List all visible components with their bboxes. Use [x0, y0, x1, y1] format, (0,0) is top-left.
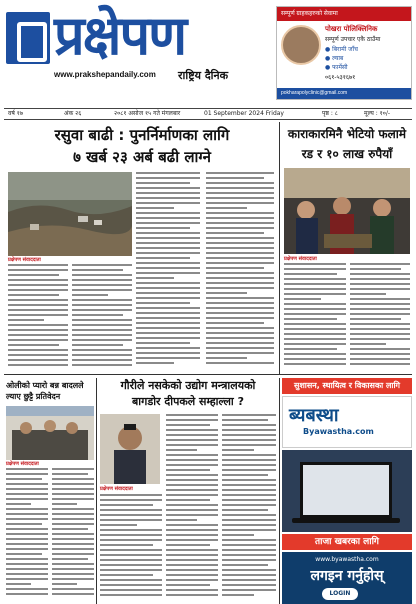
- masthead: [0, 0, 416, 108]
- right-story-column-2: [350, 263, 410, 369]
- bottom-story-photo: [100, 414, 160, 484]
- ad-news-tagline: ताजा खबरका लागि: [282, 534, 412, 550]
- lead-headline[interactable]: रसुवा बाढी : पुनर्निर्माणका लागि: [54, 126, 230, 144]
- ad-login-block: [282, 552, 412, 604]
- issue-date-nepali: २०८१ असोज १५ गते मंगलबार: [114, 110, 181, 117]
- ad-brand-domain: Byawastha.com: [303, 427, 374, 436]
- polyclinic-advertisement[interactable]: [276, 6, 412, 100]
- ad-login-button[interactable]: LOGIN: [322, 588, 358, 600]
- section-divider: [4, 374, 412, 375]
- laptop-icon: [300, 462, 392, 518]
- bottom-story-column-1: [166, 414, 218, 600]
- ad-email: pokharapolyclinic@gmail.com: [277, 88, 411, 99]
- newspaper-tagline: राष्ट्रिय दैनिक: [178, 69, 229, 82]
- box-story-photo: [6, 406, 94, 460]
- issue-date-english: 01 September 2024 Friday: [204, 110, 284, 117]
- right-story-byline: प्रक्षेपण संवाददाता: [284, 256, 317, 262]
- newspaper-title: प्रक्षेपण: [54, 4, 186, 67]
- ad-phone: ०६१-५३१६७१: [325, 74, 356, 81]
- ad-service-item: ● फार्मेसी: [325, 64, 348, 71]
- ad-laptop-visual: [282, 450, 412, 532]
- ad-services: [325, 45, 358, 72]
- right-story-headline[interactable]: काराकारमिनै भेटियो फलामे: [287, 127, 407, 141]
- newspaper-url[interactable]: www.prakshepandaily.com: [54, 70, 156, 79]
- right-story-headline-line2[interactable]: रड र १० लाख रुपैयाँ: [301, 147, 393, 161]
- ad-service-item: ● बिरामी जाँच: [325, 46, 358, 53]
- bottom-story-column-2: [222, 414, 276, 600]
- bottom-story-byline: प्रक्षेपण संवाददाता: [100, 486, 133, 492]
- lead-byline: प्रक्षेपण संवाददाता: [8, 257, 41, 263]
- box-story-column-1: [6, 468, 48, 600]
- lead-story-column-3: [136, 172, 200, 368]
- issue-number: अंक २६: [64, 110, 82, 117]
- column-divider: [279, 378, 280, 604]
- ad-login-text: लगइन गर्नुहोस्: [310, 568, 384, 584]
- byawastha-advertisement[interactable]: [282, 378, 412, 604]
- ad-brand-block: [282, 396, 412, 448]
- doctor-photo: [281, 25, 321, 65]
- bottom-story-column-3: [100, 494, 162, 600]
- lead-story-column-4: [206, 172, 274, 368]
- page-count: पृष्ठ : ८: [322, 110, 338, 117]
- laptop-base-icon: [292, 518, 400, 523]
- lead-story-column-1: [8, 264, 68, 368]
- ad-url[interactable]: www.byawastha.com: [315, 556, 379, 563]
- column-divider: [279, 122, 280, 374]
- ad-clinic-name: पोखरा पोलिक्लिनिक: [325, 25, 378, 33]
- box-story-column-2: [52, 468, 94, 600]
- newspaper-logo-icon: [6, 12, 50, 64]
- right-story-column-1: [284, 263, 346, 369]
- ad-brand-name: ब्यबस्था: [289, 405, 339, 426]
- issue-year: वर्ष १७: [8, 110, 23, 117]
- column-divider: [96, 378, 97, 604]
- right-story-photo: [284, 168, 410, 254]
- ad-service-item: ● ल्याब: [325, 55, 344, 62]
- ad-banner: सम्पूर्ण ग्राहकहरुको सेवामा: [277, 7, 411, 21]
- issue-price: मूल्य : १०/-: [364, 110, 391, 117]
- ad-slogan: सुशासन, स्थायित्व र विकासका लागि: [282, 378, 412, 394]
- box-story-byline: प्रक्षेपण संवाददाता: [6, 461, 39, 467]
- box-story-headline[interactable]: ओलीको प्यारो बन्न बादलले ल्याए छुट्टै प्रतिवेदन: [6, 381, 84, 401]
- bottom-story-headline-line2[interactable]: बागडोर दीपकले सम्हाल्ला ?: [132, 395, 244, 408]
- lead-story-photo: [8, 172, 132, 256]
- lead-headline-line2[interactable]: ७ खर्ब २३ अर्ब बढी लाग्ने: [73, 148, 211, 166]
- lead-story-column-2: [72, 264, 132, 368]
- ad-clinic-slogan: सम्पूर्ण उपचार एकै ठाउँमा: [325, 36, 381, 43]
- issue-info-bar: [4, 108, 412, 120]
- bottom-story-headline[interactable]: गौरीले नसकेको उद्योग मन्त्रालयको: [120, 379, 256, 392]
